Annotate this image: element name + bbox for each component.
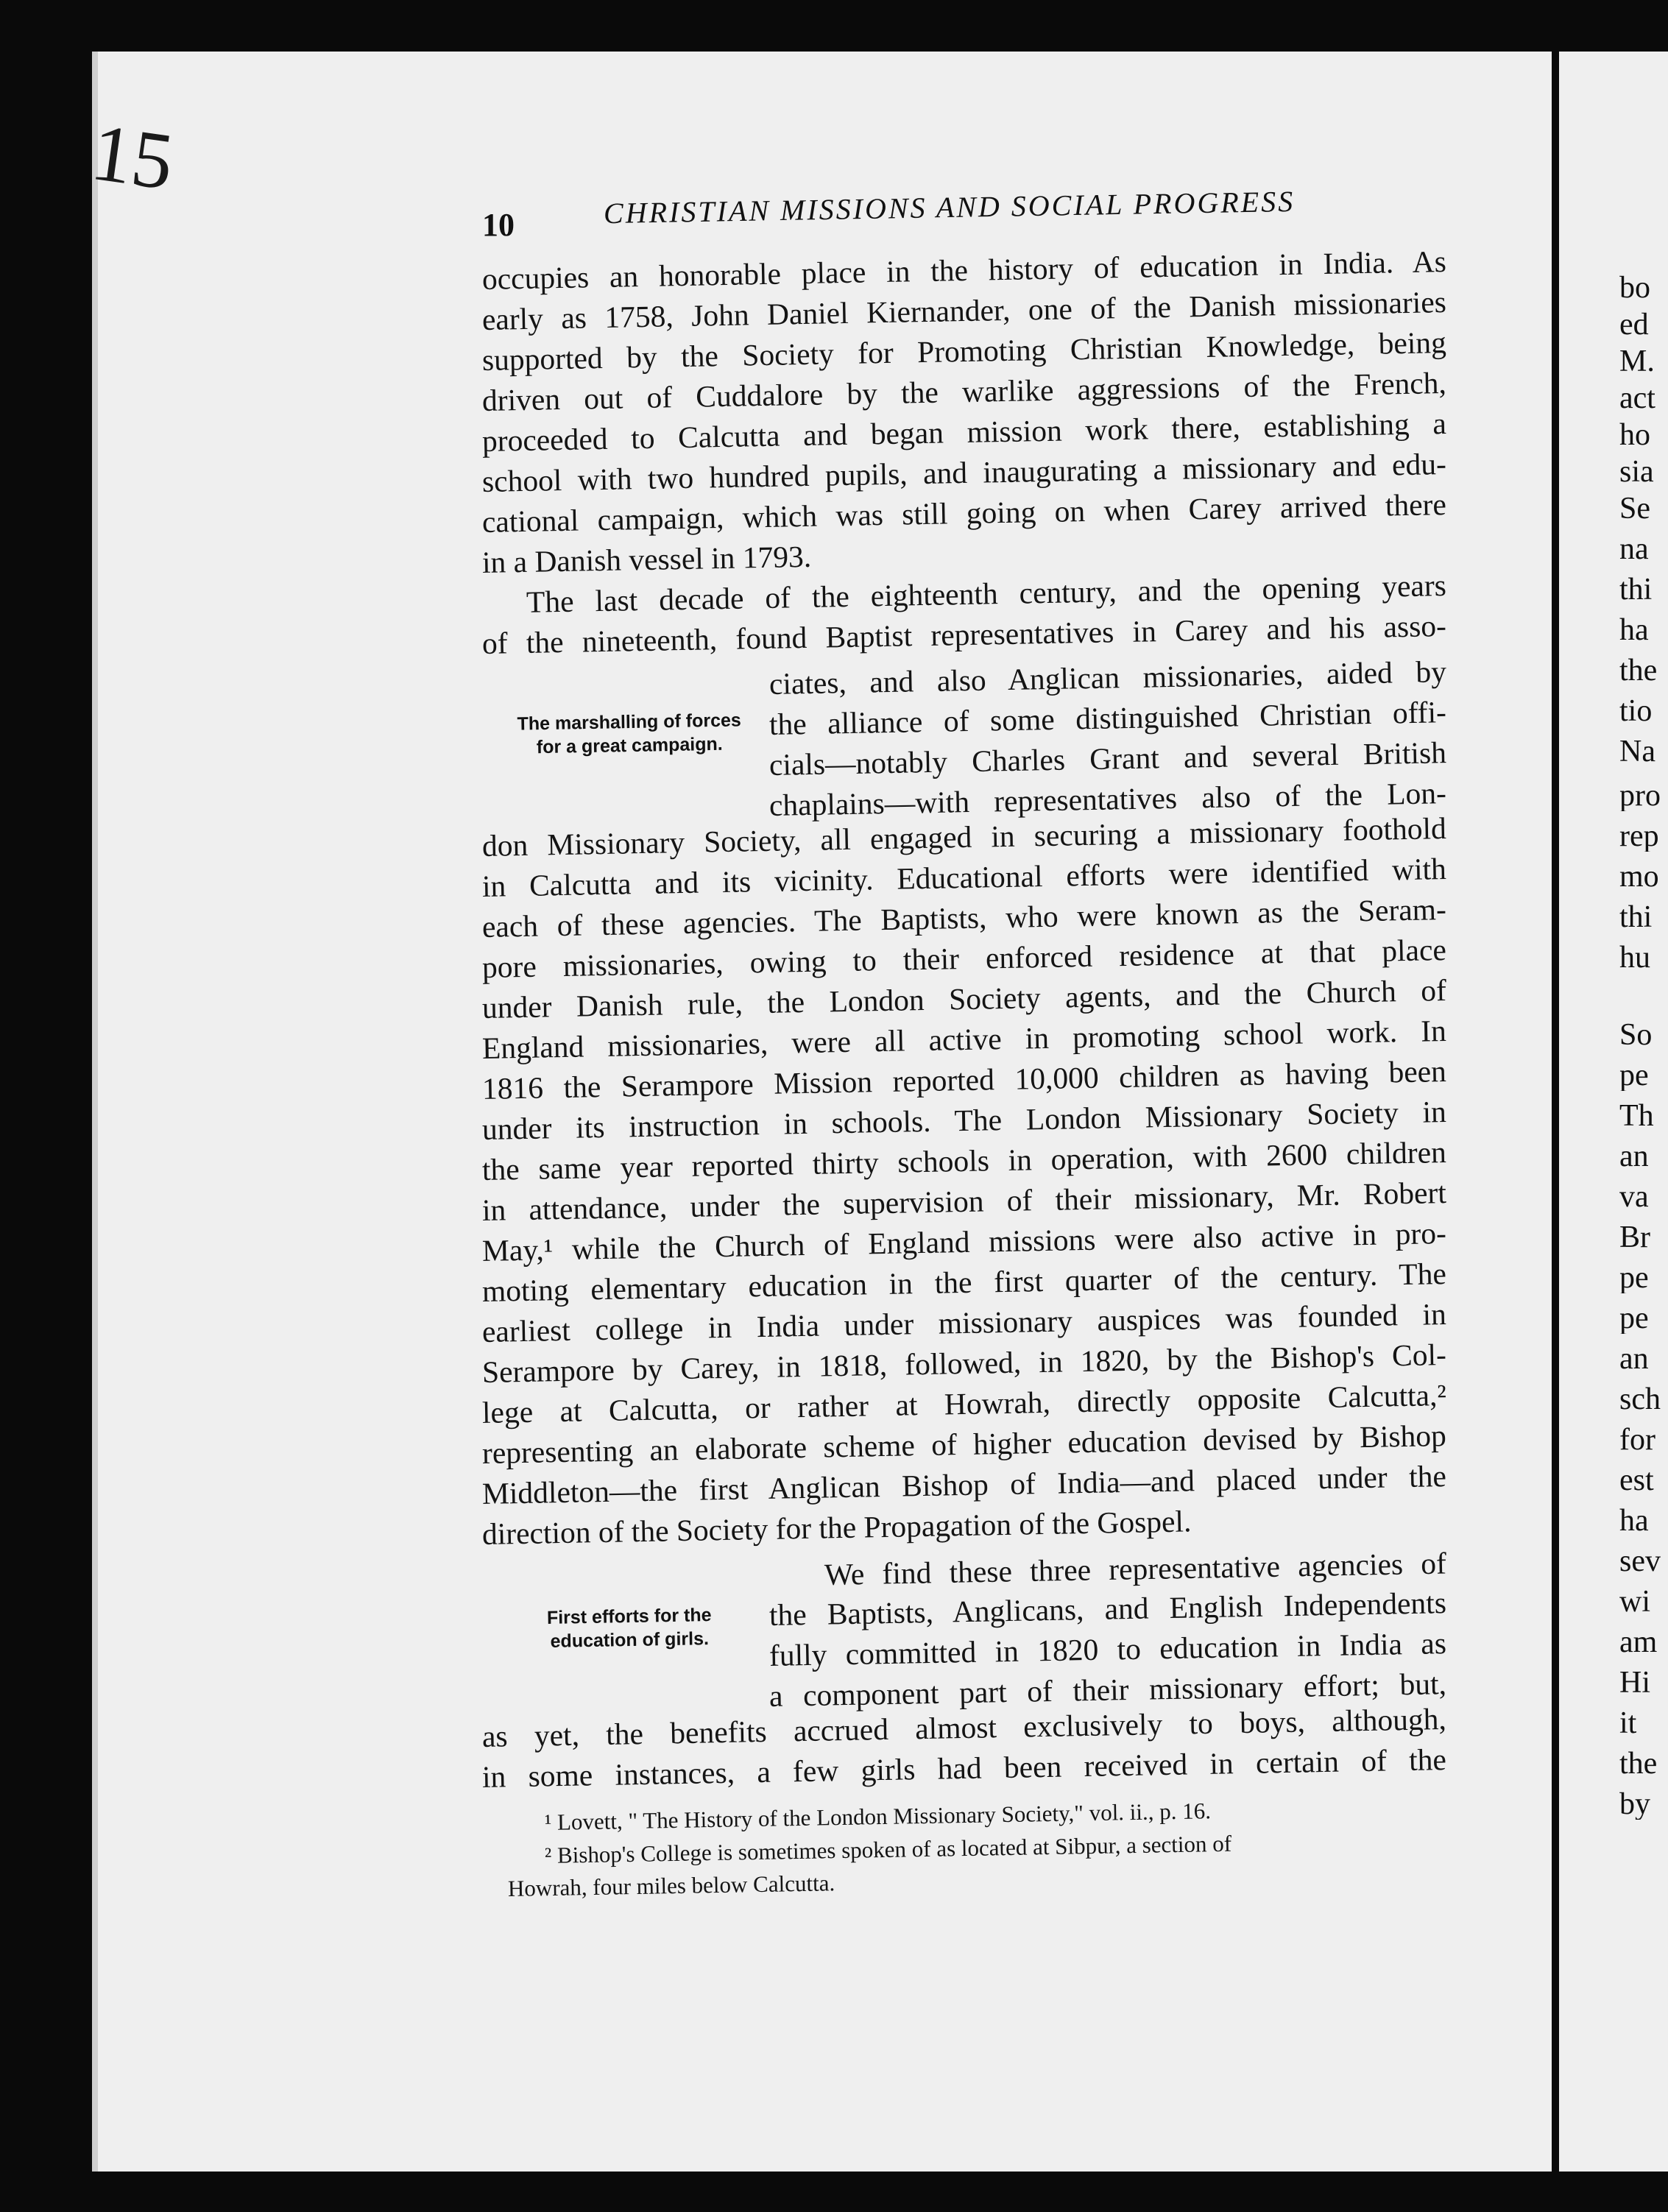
facing-page-fragment: wi: [1619, 1586, 1650, 1617]
body-line: in a Danish vessel in 1793.: [481, 539, 812, 579]
body-line: pore missionaries, owing to their enforced residence at that place: [481, 932, 1447, 984]
body-line: Serampore by Carey, in 1818, followed, in 1820, by the Bishop's Col-: [481, 1337, 1447, 1389]
body-line: the Baptists, Anglicans, and English Independents: [768, 1586, 1447, 1632]
facing-page-fragment: ed: [1619, 309, 1649, 340]
body-line: cational campaign, which was still going on when Carey arrived there: [481, 487, 1447, 539]
body-line: under Danish rule, the London Society agents, and the Church of: [481, 972, 1447, 1025]
body-line: May,¹ while the Church of England missions were also active in pro-: [481, 1215, 1447, 1268]
facing-page-fragment: sch: [1619, 1384, 1661, 1415]
facing-page-fragment: sia: [1619, 456, 1654, 487]
facing-page-fragment: pe: [1619, 1262, 1649, 1293]
body-line: in Calcutta and its vicinity. Educational efforts were identified with: [481, 851, 1447, 903]
body-line: each of these agencies. The Baptists, who were known as the Seram-: [481, 891, 1447, 944]
facing-page-fragment: an: [1619, 1343, 1649, 1374]
body-line: cials—notably Charles Grant and several British: [768, 735, 1447, 782]
facing-page-fragment: na: [1619, 534, 1649, 565]
body-line: fully committed in 1820 to education in India as: [768, 1626, 1447, 1672]
footnote-2: ² Bishop's College is sometimes spoken of as located at Sibpur, a section of: [544, 1830, 1232, 1868]
body-line: chaplains—with representatives also of the Lon-: [768, 776, 1447, 822]
facing-page-fragment: Hi: [1619, 1667, 1650, 1698]
handwritten-margin-mark: 15: [86, 106, 180, 208]
body-line: the alliance of some distinguished Christian offi-: [768, 695, 1447, 741]
facing-page-fragment: am: [1619, 1627, 1658, 1658]
body-line: under its instruction in schools. The London Missionary Society in: [481, 1094, 1447, 1146]
facing-page-fragment: an: [1619, 1141, 1649, 1172]
facing-page-fragment: by: [1619, 1789, 1650, 1820]
body-line: a component part of their missionary effort; but,: [768, 1667, 1447, 1713]
facing-page-fragment: ho: [1619, 420, 1650, 450]
body-line: occupies an honorable place in the history of education in India. As: [481, 244, 1447, 296]
facing-page-fragment: sev: [1619, 1546, 1661, 1577]
facing-page-fragment: va: [1619, 1181, 1649, 1212]
facing-page-fragment: tio: [1619, 696, 1653, 727]
facing-page-fragment: act: [1619, 383, 1655, 414]
body-line: as yet, the benefits accrued almost exclusively to boys, although,: [481, 1701, 1447, 1753]
facing-page-fragment: ha: [1619, 615, 1649, 646]
body-line: school with two hundred pupils, and inaugurating a missionary and edu-: [481, 446, 1447, 498]
facing-page-fragment: the: [1619, 1748, 1658, 1779]
footnote-1: ¹ Lovett, " The History of the London Missionary Society," vol. ii., p. 16.: [544, 1798, 1212, 1835]
body-line: proceeded to Calcutta and began mission work there, establishing a: [481, 406, 1447, 458]
body-line: direction of the Society for the Propagation of the Gospel.: [481, 1504, 1192, 1551]
body-line: representing an elaborate scheme of higher education devised by Bishop: [481, 1418, 1447, 1470]
body-line: ciates, and also Anglican missionaries, aided by: [768, 654, 1447, 701]
body-line: in some instances, a few girls had been received in certain of the: [481, 1742, 1447, 1794]
facing-page-fragment: Se: [1619, 493, 1650, 524]
body-line: the same year reported thirty schools in operation, with 2600 children: [481, 1134, 1447, 1187]
running-title: CHRISTIAN MISSIONS AND SOCIAL PROGRESS: [603, 184, 1296, 230]
facing-page-fragment: est: [1619, 1465, 1654, 1496]
body-line: lege at Calcutta, or rather at Howrah, directly opposite Calcutta,²: [481, 1377, 1447, 1430]
body-line: earliest college in India under missionary auspices was founded in: [481, 1296, 1447, 1349]
facing-page-fragment: the: [1619, 655, 1658, 686]
facing-page-fragment: hu: [1619, 942, 1650, 973]
body-line: moting elementary education in the first quarter of the century. The: [481, 1256, 1447, 1308]
body-line: England missionaries, were all active in promoting school work. In: [481, 1013, 1447, 1065]
footnote-2-continued: Howrah, four miles below Calcutta.: [507, 1870, 835, 1901]
facing-page-fragment: for: [1619, 1424, 1655, 1455]
sidenote-marshalling: The marshalling of forces for a great campaign.: [517, 710, 742, 758]
facing-page-fragment: rep: [1619, 821, 1659, 852]
facing-page-fragment: Na: [1619, 736, 1655, 767]
facing-page-fragment: pe: [1619, 1303, 1649, 1334]
body-line: early as 1758, John Daniel Kiernander, one of the Danish missionaries: [481, 284, 1447, 336]
body-line: Middleton—the first Anglican Bishop of India—and placed under the: [481, 1458, 1447, 1510]
facing-page-fragment: it: [1619, 1708, 1637, 1739]
facing-page-fragment: ha: [1619, 1505, 1649, 1536]
body-line: supported by the Society for Promoting Christian Knowledge, being: [481, 325, 1447, 377]
facing-page-fragment: Br: [1619, 1222, 1650, 1253]
sidenote-education-of-girls: First efforts for the education of girls.: [546, 1605, 712, 1652]
facing-page-fragment: So: [1619, 1020, 1653, 1050]
facing-page-fragment: pro: [1619, 780, 1661, 811]
body-line: of the nineteenth, found Baptist representatives in Carey and his asso-: [481, 608, 1447, 660]
body-line: 1816 the Serampore Mission reported 10,000 children as having been: [481, 1053, 1447, 1106]
body-line: driven out of Cuddalore by the warlike aggressions of the French,: [481, 365, 1447, 417]
facing-page-fragment: pe: [1619, 1060, 1649, 1091]
facing-page-fragment: thi: [1619, 574, 1653, 605]
facing-page-fragment: thi: [1619, 902, 1653, 933]
facing-page-fragment: Th: [1619, 1100, 1654, 1131]
body-line: in attendance, under the supervision of their missionary, Mr. Robert: [481, 1175, 1447, 1227]
body-line: don Missionary Society, all engaged in securing a missionary foothold: [481, 810, 1447, 863]
page-number: 10: [482, 207, 515, 243]
body-line: We find these three representative agencies of: [824, 1546, 1447, 1591]
facing-page-fragment: bo: [1619, 272, 1650, 303]
facing-page-fragment: M.: [1619, 346, 1655, 377]
body-line: The last decade of the eighteenth century, and the opening years: [526, 568, 1447, 619]
facing-page-fragment: mo: [1619, 861, 1659, 892]
